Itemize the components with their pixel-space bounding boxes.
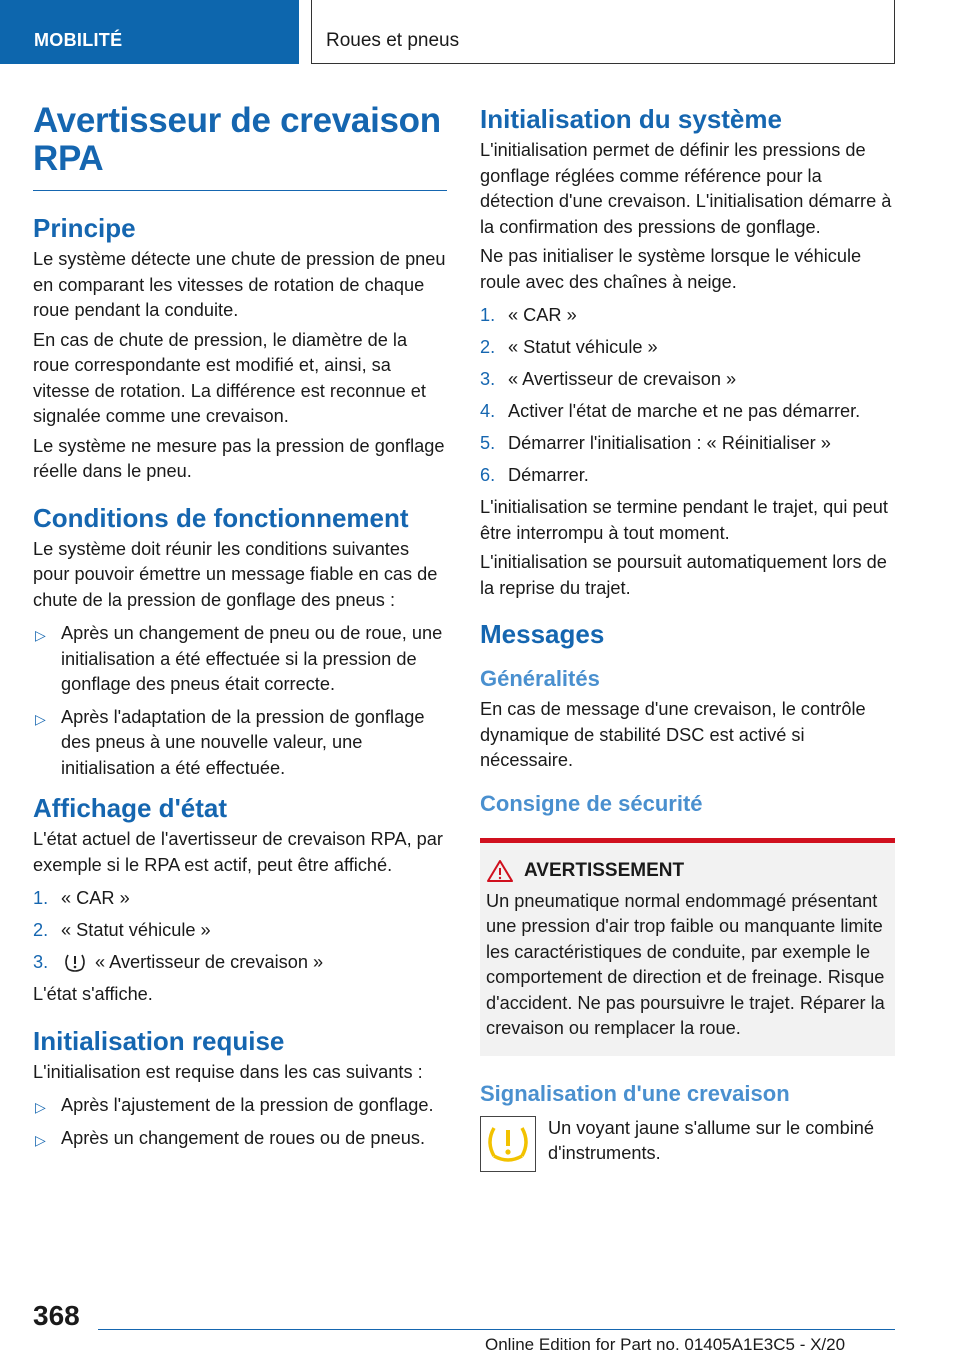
left-column — [33, 102, 447, 1158]
footer-edition: Online Edition for Part no. 01405A1E3C5 - X/20 — [485, 1335, 846, 1354]
list-item: 2. « Statut véhicule » — [33, 920, 211, 940]
warning-triangle-icon — [486, 859, 514, 883]
list-item: 1. « CAR » — [33, 888, 130, 908]
tire-pressure-warning-icon — [480, 1116, 536, 1172]
signalisation-row — [480, 1116, 895, 1172]
init-systeme-paragraph-1: L'initialisation permet de définir les pressions de gonflage réglées comme référence pour la détection d'une crevaison. L'initialisation démarre à la confirmation des pressions de gonflage. — [480, 140, 892, 237]
list-item: 4. Activer l'état de marche et ne pas démarrer. — [480, 401, 861, 421]
list-item: 2. « Statut véhicule » — [480, 337, 658, 357]
warning-box — [480, 838, 895, 1056]
conditions-list — [33, 621, 447, 781]
list-item: 3. « Avertisseur de crevaison » — [33, 952, 324, 972]
heading-init-systeme: Initialisation du système — [480, 104, 782, 134]
heading-signalisation: Signalisation d'une crevaison — [480, 1080, 790, 1106]
triangle-bullet-icon: ▷ — [35, 1099, 46, 1115]
chapter-label: Roues et pneus — [326, 30, 460, 51]
chapter-tab — [311, 0, 895, 64]
section-tab — [0, 0, 299, 64]
list-item: 3. « Avertisseur de crevaison » — [480, 369, 737, 389]
heading-principe: Principe — [33, 213, 136, 243]
warning-title: AVERTISSEMENT — [486, 859, 887, 883]
heading-affichage: Affichage d'état — [33, 793, 227, 823]
principe-paragraph-2: En cas de chute de pression, le diamètre de la roue correspondante est modifié et, ainsi, sa vitesse de rotation. La différence est reconnue et signalée comme une crevaison. — [33, 329, 426, 426]
init-systeme-steps — [480, 303, 895, 489]
conditions-paragraph: Le système doit réunir les conditions suivantes pour pouvoir émettre un message fiable en cas de chute de la pression de gonflage des pneus : — [33, 538, 438, 610]
init-requise-list — [33, 1093, 447, 1151]
principe-paragraph-3: Le système ne mesure pas la pression de gonflage réelle dans le pneu. — [33, 435, 445, 481]
list-item: ▷ Après l'adaptation de la pression de gonflage des pneus à une nouvelle valeur, une initialisation a été effectuée. — [35, 706, 425, 778]
triangle-bullet-icon: ▷ — [35, 1131, 46, 1148]
generalites-paragraph: En cas de message d'une crevaison, le contrôle dynamique de stabilité DSC est activé si nécessaire. — [480, 699, 866, 770]
init-systeme-paragraph-4: L'initialisation se poursuit automatiquement lors de la reprise du trajet. — [480, 552, 887, 598]
list-item: 5. Démarrer l'initialisation : « Réinitialiser » — [480, 433, 831, 453]
triangle-bullet-icon: ▷ — [35, 710, 46, 727]
triangle-bullet-icon: ▷ — [35, 627, 46, 643]
footer-rule — [98, 1329, 895, 1330]
affichage-result: L'état s'affiche. — [33, 984, 153, 1004]
heading-messages: Messages — [480, 619, 605, 649]
heading-consigne: Consigne de sécurité — [480, 790, 703, 816]
page-title: Avertisseur de crevaison RPA — [33, 101, 441, 178]
right-column — [480, 102, 895, 1172]
init-systeme-paragraph-3: L'initialisation se termine pendant le trajet, qui peut être interrompu à tout moment. — [480, 497, 888, 543]
list-item: 1. « CAR » — [480, 305, 577, 325]
list-item: ▷ Après un changement de pneu ou de roue, une initialisation a été effectuée si la pression de gonflage des pneus était correcte. — [35, 623, 443, 694]
heading-conditions: Conditions de fonctionnement — [33, 502, 409, 533]
section-label: MOBILITÉ — [34, 30, 123, 50]
list-item: ▷ Après l'ajustement de la pression de gonflage. — [33, 1093, 447, 1119]
title-rule — [33, 190, 447, 191]
warning-text: Un pneumatique normal endommagé présentant une pression d'air trop faible ou manquante limite les caractéristiques de conduite, par exemple le comportement de direction et de freinage. Risque d'accident. Ne pas poursuivre le trajet. Réparer la crevaison ou remplacer la roue. — [486, 890, 885, 1038]
list-item: 6. Démarrer. — [480, 465, 589, 485]
list-item: ▷ Après un changement de roues ou de pneus. — [33, 1126, 447, 1152]
signalisation-paragraph: Un voyant jaune s'allume sur le combiné d'instruments. — [548, 1117, 874, 1163]
tire-pressure-warning-icon — [63, 952, 87, 974]
heading-init-requise: Initialisation requise — [33, 1025, 285, 1056]
page-number: 368 — [33, 1300, 80, 1331]
principe-paragraph-1: Le système détecte une chute de pression de pneu en comparant les vitesses de rotation de chaque roue pendant la conduite. — [33, 249, 446, 320]
heading-generalites: Généralités — [480, 666, 600, 691]
init-requise-paragraph: L'initialisation est requise dans les cas suivants : — [33, 1061, 423, 1082]
affichage-paragraph: L'état actuel de l'avertisseur de crevaison RPA, par exemple si le RPA est actif, peut être affiché. — [33, 829, 443, 875]
affichage-steps — [33, 886, 447, 976]
init-systeme-paragraph-2: Ne pas initialiser le système lorsque le véhicule roule avec des chaînes à neige. — [480, 246, 862, 292]
